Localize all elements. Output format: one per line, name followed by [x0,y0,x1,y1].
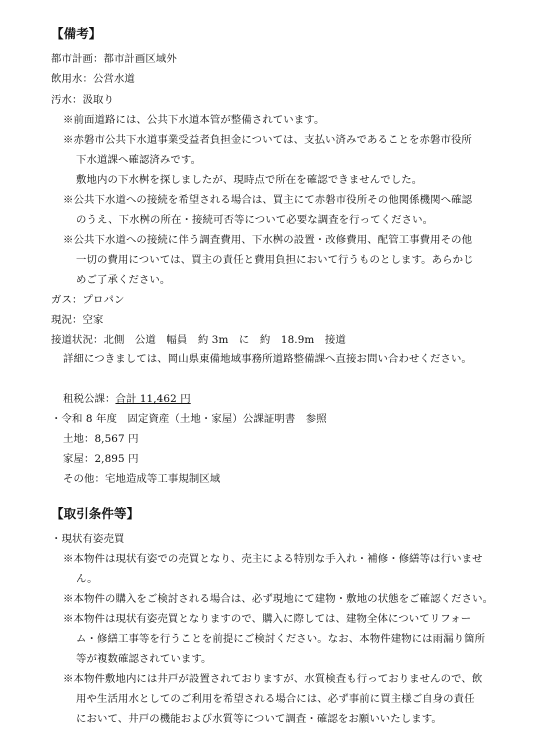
text-line: ガス：プロパン [51,294,125,306]
tax-line [63,392,191,406]
tax-label: 租税公課： [63,393,116,405]
text-line: ・令和 8 年度 固定資産（土地・家屋）公課証明書 参照 [51,413,327,425]
text-line: ※本物件は現状有姿での売買となり、売主による特別な手入れ・補修・修繕等は行いませ [63,553,483,565]
text-line: 家屋：2,895 円 [63,453,139,465]
biko-heading: 【備考】 [51,26,102,41]
text-line: 汚水：汲取り [51,94,114,106]
text-line: ム・修繕工事等を行うことを前提にご検討ください。なお、本物件建物には雨漏り箇所 [76,633,486,645]
text-line: ※公共下水道への接続を希望される場合は、買主にて赤磐市役所その他関係機関へ確認 [63,194,473,206]
text-line: ん。 [76,573,98,585]
text-line: 用や生活用水としてのご利用を希望される場合には、必ず事前に買主様ご自身の責任 [76,693,475,705]
text-line: ※赤磐市公共下水道事業受益者負担金については、支払い済みであることを赤磐市役所 [63,134,472,146]
text-line: ※本物件は現状有姿売買となりますので、購入に際しては、建物全体についてリフォー [63,613,472,625]
text-line: 等が複数確認されています。 [76,653,212,665]
text-line: ※公共下水道への接続に伴う調査費用、下水桝の設置・改修費用、配管工事費用その他 [63,234,473,246]
text-line: 詳細につきましては、岡山県東備地域事務所道路整備課へ直接お問い合わせください。 [63,353,472,365]
text-line: 接道状況：北側 公道 幅員 約 3m に 約 18.9m 接道 [51,334,346,346]
text-line: 飲用水：公営水道 [51,73,135,85]
torihiki-heading: 【取引条件等】 [51,506,140,521]
text-line: において、井戸の機能および水質等について調査・確認をお願いいたします。 [76,713,442,725]
text-line: ※本物件の購入をご検討される場合は、必ず現地にて建物・敷地の状態をご確認ください。 [63,593,494,605]
text-line: 現況：空家 [51,314,104,326]
text-line: めご了承ください。 [76,274,171,286]
text-line: 一切の費用については、買主の責任と費用負担において行うものとします。あらかじ [76,254,474,266]
text-line: ※本物件敷地内には井戸が設置されておりますが、水質検査も行っておりませんので、飲 [63,673,483,685]
text-line: ※前面道路には、公共下水道本管が整備されています。 [63,114,325,126]
text-line: 敷地内の下水桝を探しましたが、現時点で所在を確認できませんでした。 [76,174,423,186]
text-line: 下水道課へ確認済みです。 [76,154,202,166]
tax-total: 合計 11,462 円 [115,393,191,405]
text-line: その他：宅地造成等工事規制区域 [63,473,221,485]
text-line: ・現状有姿売買 [51,533,125,545]
text-line: のうえ、下水桝の所在・接続可否等について必要な調査を行ってください。 [76,214,434,226]
text-line: 都市計画：都市計画区域外 [51,53,177,65]
text-line: 土地：8,567 円 [63,433,139,445]
